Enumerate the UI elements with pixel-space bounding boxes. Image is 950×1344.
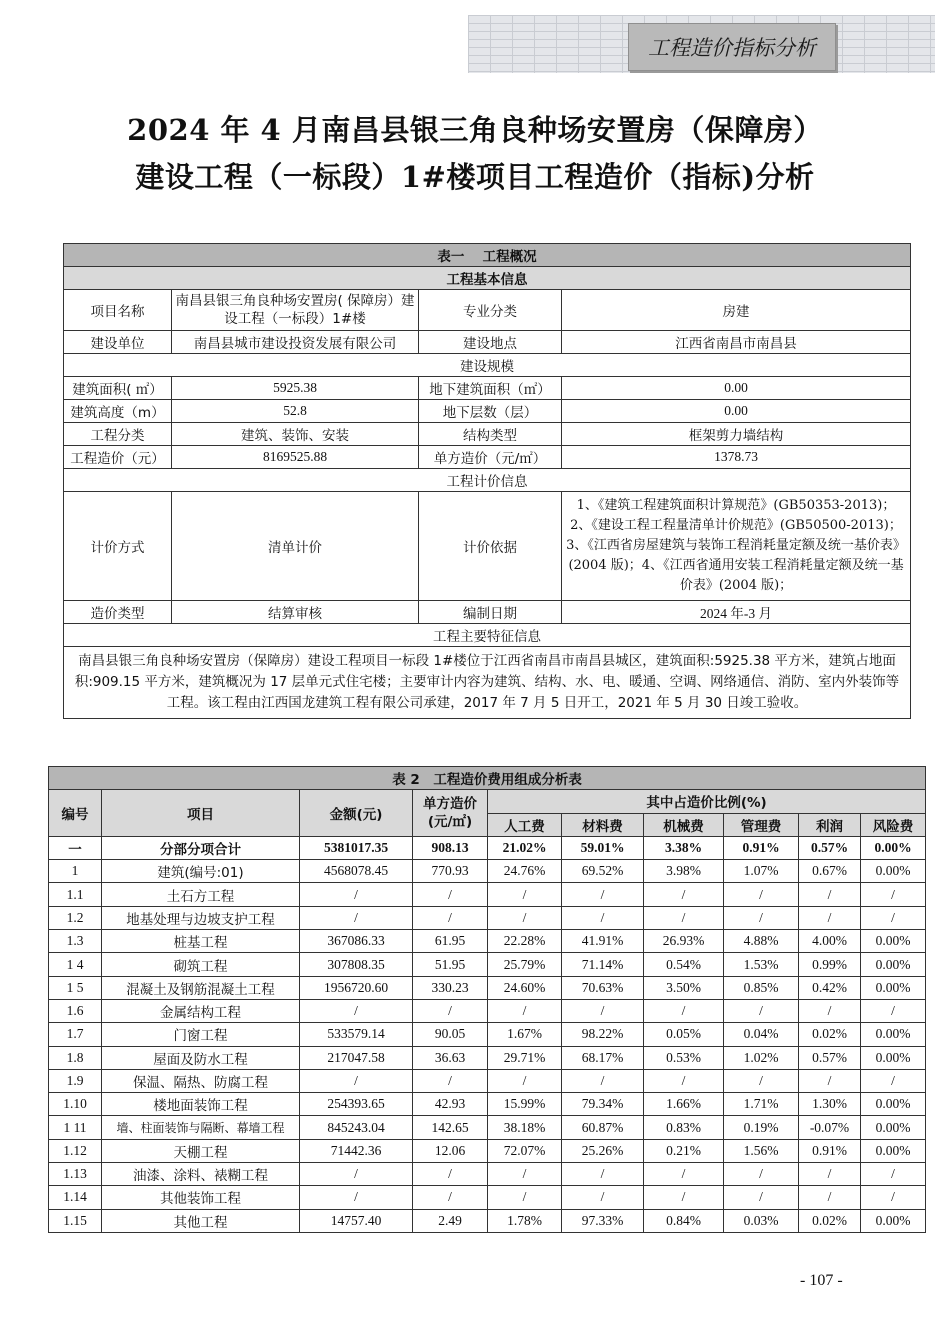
compile-date-value: 2024 年-3 月 <box>562 601 911 624</box>
header-profit: 利润 <box>799 813 861 836</box>
cell-labor: / <box>488 1186 562 1209</box>
page-number: - 107 - <box>800 1272 843 1289</box>
cell-machine: 3.38% <box>644 836 724 859</box>
cell-labor: 38.18% <box>488 1116 562 1139</box>
cell-item: 分部分项合计 <box>102 836 300 859</box>
cell-profit: 0.91% <box>799 1139 861 1162</box>
project-overview-table <box>63 243 911 719</box>
cell-labor: 1.78% <box>488 1209 562 1232</box>
cell-no: 一 <box>49 836 102 859</box>
cell-mgmt: / <box>724 999 799 1022</box>
cell-mgmt: 0.91% <box>724 836 799 859</box>
cell-no: 1 11 <box>49 1116 102 1139</box>
cell-machine: / <box>644 999 724 1022</box>
cell-profit: / <box>799 906 861 929</box>
header-amount: 金额(元) <box>300 790 413 837</box>
cell-no: 1 5 <box>49 976 102 999</box>
cell-machine: 0.83% <box>644 1116 724 1139</box>
cell-unit: / <box>413 883 488 906</box>
cell-item: 楼地面装饰工程 <box>102 1093 300 1116</box>
cell-risk: 0.00% <box>861 1209 926 1232</box>
underground-floors-value: 0.00 <box>562 400 911 423</box>
cell-amount: 845243.04 <box>300 1116 413 1139</box>
area-value: 5925.38 <box>172 377 419 400</box>
pricing-basis-item: 3、《江西省房屋建筑与装饰工程消耗量定额及统一基价表》(2004 版)；4、《江西省通用安装工程消耗量定额及统一基价表》(2004 版)； <box>566 538 906 593</box>
underground-area-value: 0.00 <box>562 377 911 400</box>
pricing-method-value: 清单计价 <box>172 492 419 601</box>
major-label: 专业分类 <box>419 290 562 331</box>
cell-material: 70.63% <box>562 976 644 999</box>
cell-risk: 0.00% <box>861 1116 926 1139</box>
table1-caption: 表一 工程概况 <box>64 244 911 267</box>
cell-item: 地基处理与边坡支护工程 <box>102 906 300 929</box>
cell-unit: 12.06 <box>413 1139 488 1162</box>
cell-machine: / <box>644 1069 724 1092</box>
cell-mgmt: 1.71% <box>724 1093 799 1116</box>
section-basic-info: 工程基本信息 <box>64 267 911 290</box>
table-row <box>49 953 926 976</box>
cell-profit: -0.07% <box>799 1116 861 1139</box>
major-value: 房建 <box>562 290 911 331</box>
cell-item: 其他装饰工程 <box>102 1186 300 1209</box>
cell-material: / <box>562 999 644 1022</box>
cell-no: 1.7 <box>49 1023 102 1046</box>
section-pricing-info: 工程计价信息 <box>64 469 911 492</box>
cell-amount: 4568078.45 <box>300 860 413 883</box>
cell-risk: 0.00% <box>861 1139 926 1162</box>
cell-machine: / <box>644 906 724 929</box>
cell-profit: 0.57% <box>799 836 861 859</box>
cell-machine: 0.53% <box>644 1046 724 1069</box>
section-features: 工程主要特征信息 <box>64 624 911 647</box>
cell-material: 69.52% <box>562 860 644 883</box>
cell-mgmt: / <box>724 1163 799 1186</box>
location-value: 江西省南昌市南昌县 <box>562 331 911 354</box>
cell-amount: 1956720.60 <box>300 976 413 999</box>
cell-amount: / <box>300 999 413 1022</box>
cell-amount: 307808.35 <box>300 953 413 976</box>
cell-risk: 0.00% <box>861 836 926 859</box>
table-row <box>49 930 926 953</box>
cell-item: 砌筑工程 <box>102 953 300 976</box>
header-risk: 风险费 <box>861 813 926 836</box>
table-row <box>49 1093 926 1116</box>
cell-item: 门窗工程 <box>102 1023 300 1046</box>
cell-labor: / <box>488 1069 562 1092</box>
cell-labor: / <box>488 1163 562 1186</box>
cell-unit: 770.93 <box>413 860 488 883</box>
cell-no: 1.9 <box>49 1069 102 1092</box>
cell-material: 97.33% <box>562 1209 644 1232</box>
cell-mgmt: 1.56% <box>724 1139 799 1162</box>
cell-item: 天棚工程 <box>102 1139 300 1162</box>
table-row <box>49 860 926 883</box>
table-row <box>49 883 926 906</box>
cell-unit: 51.95 <box>413 953 488 976</box>
cell-profit: / <box>799 883 861 906</box>
cell-amount: 217047.58 <box>300 1046 413 1069</box>
cell-item: 墙、柱面装饰与隔断、幕墙工程 <box>102 1116 300 1139</box>
cost-breakdown-table <box>48 766 926 1233</box>
height-label: 建筑高度（m） <box>64 400 172 423</box>
table-row <box>49 1209 926 1232</box>
table-row <box>49 1023 926 1046</box>
features-description: 南昌县银三角良种场安置房（保障房）建设工程项目一标段 1#楼位于江西省南昌市南昌县城区，建筑面积:5925.38 平方米，建筑占地面积:909.15 平方米，建筑概况为 17 层单元式住宅楼；主要审计内容为建筑、结构、水、电、暖通、空调、网络通信、消防、室内外装饰等工程。该工程由江西国龙建筑工程有限公司承建，2017 年 7 月 5 日开工，2021 年 5 月 30 日竣工验收。 <box>64 647 911 719</box>
cell-amount: 71442.36 <box>300 1139 413 1162</box>
cell-unit: / <box>413 1186 488 1209</box>
pricing-basis-item: 1、《建筑工程建筑面积计算规范》(GB50353-2013)； <box>576 498 896 513</box>
cell-labor: / <box>488 999 562 1022</box>
cell-amount: / <box>300 883 413 906</box>
document-title-line2: 建设工程（一标段）1#楼项目工程造价（指标)分析 <box>135 160 815 194</box>
project-name-value: 南昌县银三角良种场安置房( 保障房）建设工程（一标段）1#楼 <box>172 290 419 331</box>
cell-item: 混凝土及钢筋混凝土工程 <box>102 976 300 999</box>
cell-amount: 14757.40 <box>300 1209 413 1232</box>
cell-material: 25.26% <box>562 1139 644 1162</box>
cell-profit: 0.02% <box>799 1209 861 1232</box>
cell-no: 1.12 <box>49 1139 102 1162</box>
cell-risk: 0.00% <box>861 953 926 976</box>
table-row <box>49 906 926 929</box>
header-unit-cost: 单方造价(元/㎡) <box>413 790 488 837</box>
header-material: 材料费 <box>562 813 644 836</box>
header-machine: 机械费 <box>644 813 724 836</box>
cell-material: / <box>562 906 644 929</box>
cell-labor: 72.07% <box>488 1139 562 1162</box>
cell-labor: 22.28% <box>488 930 562 953</box>
pricing-method-label: 计价方式 <box>64 492 172 601</box>
cell-unit: 2.49 <box>413 1209 488 1232</box>
cell-material: 98.22% <box>562 1023 644 1046</box>
cell-no: 1.1 <box>49 883 102 906</box>
cell-amount: 5381017.35 <box>300 836 413 859</box>
cell-no: 1.8 <box>49 1046 102 1069</box>
cell-mgmt: / <box>724 883 799 906</box>
cell-mgmt: 0.03% <box>724 1209 799 1232</box>
cell-risk: / <box>861 1069 926 1092</box>
cell-item: 土石方工程 <box>102 883 300 906</box>
cell-risk: 0.00% <box>861 860 926 883</box>
cell-labor: 15.99% <box>488 1093 562 1116</box>
cell-amount: / <box>300 1186 413 1209</box>
cell-mgmt: 1.02% <box>724 1046 799 1069</box>
cell-labor: 21.02% <box>488 836 562 859</box>
cost-type-value: 结算审核 <box>172 601 419 624</box>
cell-risk: 0.00% <box>861 976 926 999</box>
owner-value: 南昌县城市建设投资发展有限公司 <box>172 331 419 354</box>
cell-no: 1.10 <box>49 1093 102 1116</box>
cell-material: / <box>562 1163 644 1186</box>
cell-amount: / <box>300 1163 413 1186</box>
cell-material: 59.01% <box>562 836 644 859</box>
cell-mgmt: / <box>724 906 799 929</box>
cell-mgmt: 4.88% <box>724 930 799 953</box>
cell-no: 1.6 <box>49 999 102 1022</box>
cell-amount: 367086.33 <box>300 930 413 953</box>
cell-labor: / <box>488 883 562 906</box>
header-management: 管理费 <box>724 813 799 836</box>
cost-value: 8169525.88 <box>172 446 419 469</box>
cell-item: 油漆、涂料、裱糊工程 <box>102 1163 300 1186</box>
table-row <box>49 976 926 999</box>
cell-item: 金属结构工程 <box>102 999 300 1022</box>
cell-machine: 0.05% <box>644 1023 724 1046</box>
cell-profit: 0.57% <box>799 1046 861 1069</box>
cell-item: 桩基工程 <box>102 930 300 953</box>
cell-unit: / <box>413 999 488 1022</box>
cell-labor: 24.60% <box>488 976 562 999</box>
header-labor: 人工费 <box>488 813 562 836</box>
cell-machine: 0.54% <box>644 953 724 976</box>
cell-amount: / <box>300 906 413 929</box>
cell-no: 1.13 <box>49 1163 102 1186</box>
section-header-tag: 工程造价指标分析 <box>628 23 836 71</box>
cell-unit: 90.05 <box>413 1023 488 1046</box>
table-row <box>49 1116 926 1139</box>
cell-machine: / <box>644 1186 724 1209</box>
cell-item: 建筑(编号:01) <box>102 860 300 883</box>
cell-mgmt: 0.19% <box>724 1116 799 1139</box>
cost-label: 工程造价（元） <box>64 446 172 469</box>
cell-machine: / <box>644 883 724 906</box>
cell-machine: / <box>644 1163 724 1186</box>
cell-item: 其他工程 <box>102 1209 300 1232</box>
cell-profit: 0.99% <box>799 953 861 976</box>
cell-risk: 0.00% <box>861 1023 926 1046</box>
header-ratio-group: 其中占造价比例(%) <box>488 790 926 813</box>
cell-material: 68.17% <box>562 1046 644 1069</box>
cell-no: 1.2 <box>49 906 102 929</box>
table-row <box>49 836 926 859</box>
cell-unit: / <box>413 1163 488 1186</box>
pricing-basis-item: 2、《建设工程工程量清单计价规范》(GB50500-2013)； <box>570 518 902 533</box>
cell-risk: 0.00% <box>861 1046 926 1069</box>
cell-unit: 36.63 <box>413 1046 488 1069</box>
structure-label: 结构类型 <box>419 423 562 446</box>
cell-no: 1 4 <box>49 953 102 976</box>
cell-material: / <box>562 883 644 906</box>
cost-type-label: 造价类型 <box>64 601 172 624</box>
cell-material: 41.91% <box>562 930 644 953</box>
cell-profit: 0.02% <box>799 1023 861 1046</box>
cell-risk: / <box>861 883 926 906</box>
cell-machine: 1.66% <box>644 1093 724 1116</box>
area-label: 建筑面积( ㎡） <box>64 377 172 400</box>
cell-machine: 3.98% <box>644 860 724 883</box>
unit-cost-value: 1378.73 <box>562 446 911 469</box>
document-title-line1: 2024 年 4 月南昌县银三角良种场安置房（保障房） <box>127 113 823 147</box>
underground-area-label: 地下建筑面积（㎡） <box>419 377 562 400</box>
cell-item: 保温、隔热、防腐工程 <box>102 1069 300 1092</box>
header-item: 项目 <box>102 790 300 837</box>
cell-mgmt: / <box>724 1069 799 1092</box>
table-row <box>49 1069 926 1092</box>
cell-item: 屋面及防水工程 <box>102 1046 300 1069</box>
cell-machine: 0.84% <box>644 1209 724 1232</box>
cell-machine: 3.50% <box>644 976 724 999</box>
table-row <box>49 1186 926 1209</box>
cell-profit: / <box>799 1186 861 1209</box>
cell-unit: 61.95 <box>413 930 488 953</box>
cell-mgmt: 0.04% <box>724 1023 799 1046</box>
cell-risk: / <box>861 1186 926 1209</box>
cell-profit: / <box>799 1069 861 1092</box>
cell-profit: 4.00% <box>799 930 861 953</box>
cell-risk: / <box>861 999 926 1022</box>
cell-no: 1.3 <box>49 930 102 953</box>
cell-labor: 25.79% <box>488 953 562 976</box>
underground-floors-label: 地下层数（层） <box>419 400 562 423</box>
table-row <box>49 1046 926 1069</box>
owner-label: 建设单位 <box>64 331 172 354</box>
cell-no: 1 <box>49 860 102 883</box>
cell-unit: / <box>413 906 488 929</box>
cell-risk: 0.00% <box>861 1093 926 1116</box>
cell-material: / <box>562 1186 644 1209</box>
cell-profit: / <box>799 1163 861 1186</box>
table2-caption: 表 2 工程造价费用组成分析表 <box>49 767 926 790</box>
cell-mgmt: 1.53% <box>724 953 799 976</box>
cost-breakdown-rows <box>49 836 926 1232</box>
structure-value: 框架剪力墙结构 <box>562 423 911 446</box>
project-name-label: 项目名称 <box>64 290 172 331</box>
category-label: 工程分类 <box>64 423 172 446</box>
cell-labor: 24.76% <box>488 860 562 883</box>
cell-labor: / <box>488 906 562 929</box>
cell-profit: / <box>799 999 861 1022</box>
cell-amount: 533579.14 <box>300 1023 413 1046</box>
cell-unit: 908.13 <box>413 836 488 859</box>
cell-material: 79.34% <box>562 1093 644 1116</box>
section-scale: 建设规模 <box>64 354 911 377</box>
cell-mgmt: 0.85% <box>724 976 799 999</box>
cell-unit: / <box>413 1069 488 1092</box>
cell-amount: 254393.65 <box>300 1093 413 1116</box>
cell-amount: / <box>300 1069 413 1092</box>
location-label: 建设地点 <box>419 331 562 354</box>
pricing-basis-label: 计价依据 <box>419 492 562 601</box>
cell-mgmt: / <box>724 1186 799 1209</box>
cell-profit: 1.30% <box>799 1093 861 1116</box>
height-value: 52.8 <box>172 400 419 423</box>
cell-labor: 29.71% <box>488 1046 562 1069</box>
cell-material: / <box>562 1069 644 1092</box>
cell-no: 1.15 <box>49 1209 102 1232</box>
cell-unit: 330.23 <box>413 976 488 999</box>
compile-date-label: 编制日期 <box>419 601 562 624</box>
table-row <box>49 999 926 1022</box>
table-row <box>49 1139 926 1162</box>
category-value: 建筑、装饰、安装 <box>172 423 419 446</box>
cell-risk: 0.00% <box>861 930 926 953</box>
cell-profit: 0.42% <box>799 976 861 999</box>
cell-labor: 1.67% <box>488 1023 562 1046</box>
cell-machine: 26.93% <box>644 930 724 953</box>
cell-risk: / <box>861 906 926 929</box>
unit-cost-label: 单方造价（元/㎡） <box>419 446 562 469</box>
cell-no: 1.14 <box>49 1186 102 1209</box>
table-row <box>49 1163 926 1186</box>
cell-profit: 0.67% <box>799 860 861 883</box>
cell-mgmt: 1.07% <box>724 860 799 883</box>
cell-risk: / <box>861 1163 926 1186</box>
cell-unit: 142.65 <box>413 1116 488 1139</box>
header-no: 编号 <box>49 790 102 837</box>
pricing-basis-list <box>562 492 911 601</box>
cell-material: 71.14% <box>562 953 644 976</box>
cell-material: 60.87% <box>562 1116 644 1139</box>
cell-machine: 0.21% <box>644 1139 724 1162</box>
cell-unit: 42.93 <box>413 1093 488 1116</box>
